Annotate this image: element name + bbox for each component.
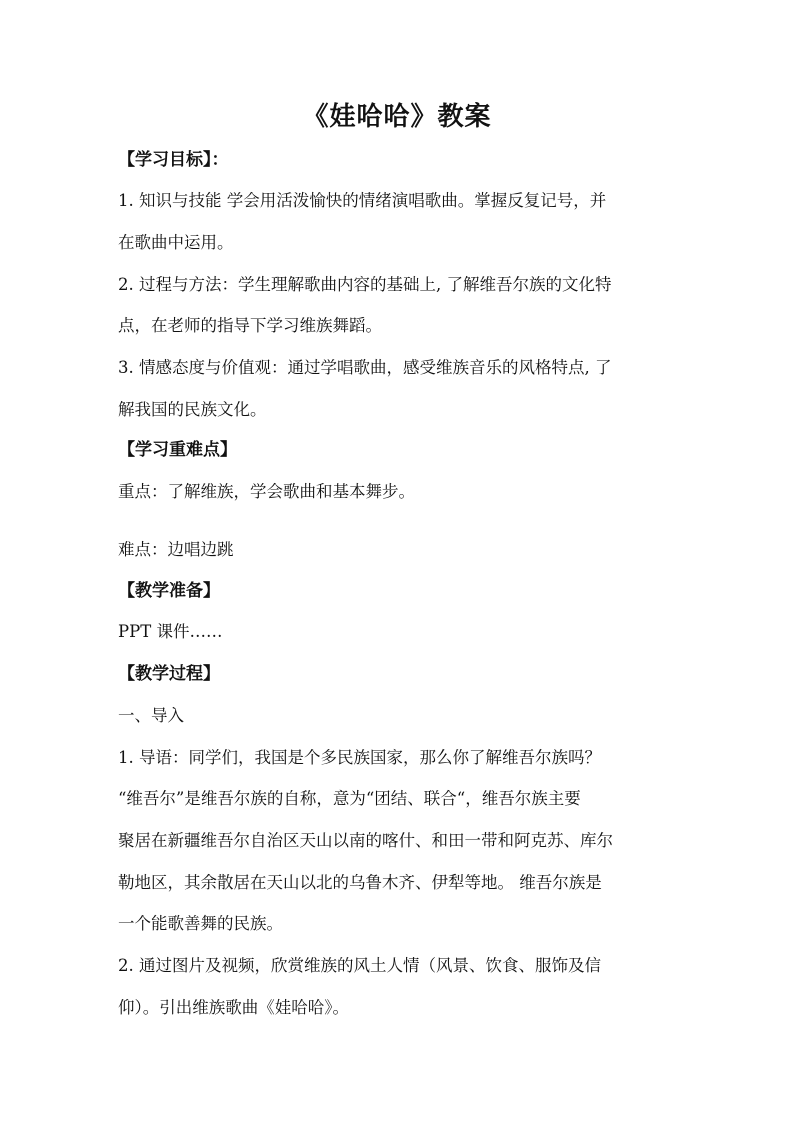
objective-3-line-2: 解我国的民族文化。 [118, 400, 267, 419]
objectives-heading: 【学习目标】： [118, 150, 229, 170]
objective-2-line-2: 点，在老师的指导下学习维族舞蹈。 [118, 316, 382, 335]
intro-line-4: 勒地区，其余散居在天山以北的乌鲁木齐、伊犁等地。 维吾尔族是 [118, 873, 602, 892]
intro2-line-2: 仰）。引出维族歌曲《娃哈哈》。 [118, 998, 349, 1017]
preparation-text: PPT 课件…… [118, 622, 223, 641]
document-title: 《娃哈哈》教案 [302, 102, 492, 132]
preparation-heading: 【教学准备】 [118, 581, 220, 601]
keypoints-heading: 【学习重难点】 [118, 440, 237, 460]
process-heading: 【教学过程】 [118, 664, 220, 684]
keypoint-difficulty: 难点：边唱边跳 [118, 540, 234, 559]
intro-line-3: 聚居在新疆维吾尔自治区天山以南的喀什、和田一带和阿克苏、库尔 [118, 831, 613, 850]
objective-1-line-1: 1. 知识与技能 学会用活泼愉快的情绪演唱歌曲。掌握反复记号，并 [118, 191, 607, 210]
objective-3-line-1: 3. 情感态度与价值观：通过学唱歌曲，感受维族音乐的风格特点, 了 [118, 358, 612, 377]
objective-1-line-2: 在歌曲中运用。 [118, 233, 234, 252]
process-part-1: 一、导入 [118, 706, 184, 725]
intro-line-2: “维吾尔”是维吾尔族的自称，意为“团结、联合“，维吾尔族主要 [118, 789, 581, 808]
intro-line-5: 一个能歌善舞的民族。 [118, 914, 283, 933]
objective-2-line-1: 2. 过程与方法：学生理解歌曲内容的基础上, 了解维吾尔族的文化特 [118, 275, 612, 294]
intro2-line-1: 2. 通过图片及视频，欣赏维族的风土人情（风景、饮食、服饰及信 [118, 956, 601, 975]
keypoint-focus: 重点：了解维族，学会歌曲和基本舞步。 [118, 482, 415, 501]
intro-line-1: 1. 导语：同学们，我国是个多民族国家，那么你了解维吾尔族吗？ [118, 748, 601, 767]
